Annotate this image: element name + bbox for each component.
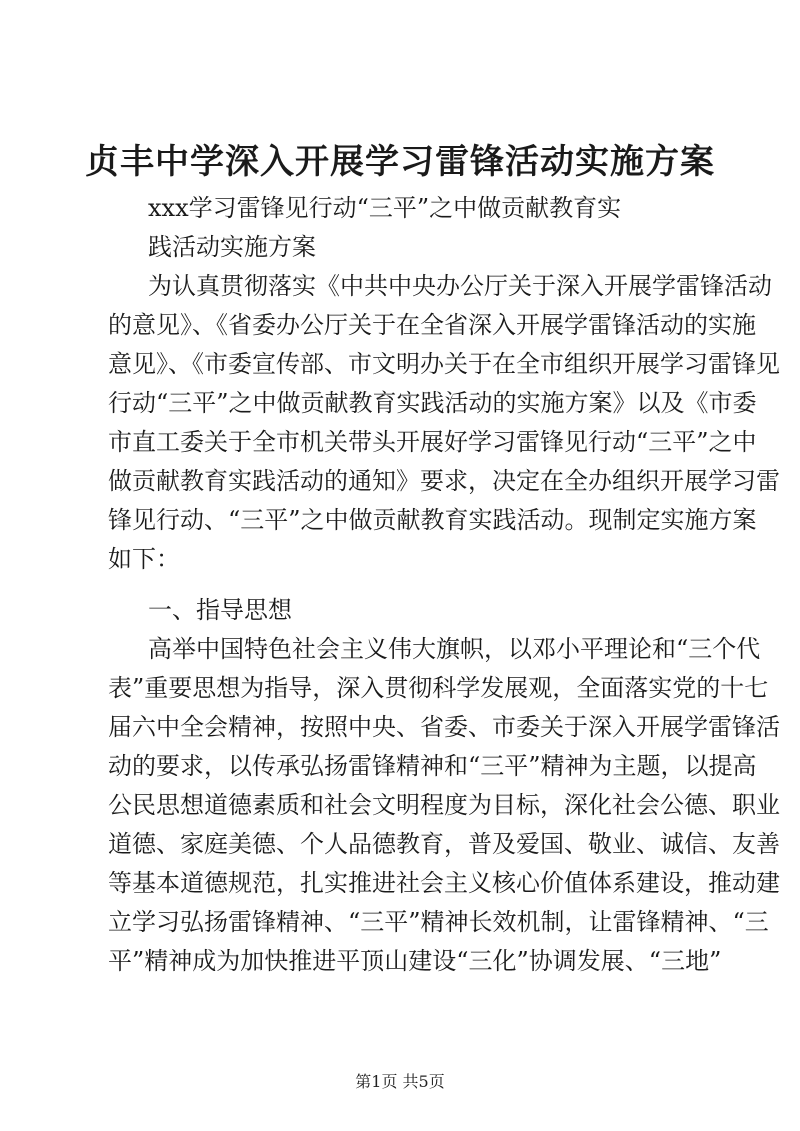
paragraph-line: 如下： <box>108 545 180 573</box>
paragraph-line: 意见》、《市委宣传部、市文明办关于在全市组织开展学习雷锋见 <box>108 350 780 378</box>
paragraph-line: 的意见》、《省委办公厅关于在全省深入开展学雷锋活动的实施 <box>108 311 756 339</box>
paragraph-line: 锋见行动、“三平”之中做贡献教育实践活动。现制定实施方案 <box>108 506 757 534</box>
paragraph-line: 动的要求，以传承弘扬雷锋精神和“三平”精神为主题，以提高 <box>108 752 757 780</box>
paragraph-line: 高举中国特色社会主义伟大旗帜，以邓小平理论和“三个代 <box>148 635 761 663</box>
subtitle-line-1: xxx学习雷锋见行动“三平”之中做贡献教育实 <box>148 194 622 222</box>
document-title: 贞丰中学深入开展学习雷锋活动实施方案 <box>85 142 715 182</box>
paragraph-line: 市直工委关于全市机关带头开展好学习雷锋见行动“三平”之中 <box>108 428 757 456</box>
section-heading: 一、指导思想 <box>148 596 292 624</box>
paragraph-line: 为认真贯彻落实《中共中央办公厅关于深入开展学雷锋活动 <box>148 272 772 300</box>
paragraph-line: 立学习弘扬雷锋精神、“三平”精神长效机制，让雷锋精神、“三 <box>108 908 769 936</box>
paragraph-line: 公民思想道德素质和社会文明程度为目标，深化社会公德、职业 <box>108 791 780 819</box>
paragraph-line: 届六中全会精神，按照中央、省委、市委关于深入开展学雷锋活 <box>108 713 780 741</box>
paragraph-line: 平”精神成为加快推进平顶山建设“三化”协调发展、“三地” <box>108 947 722 975</box>
page-indicator: 第1页 共5页 <box>355 1072 445 1091</box>
paragraph-line: 做贡献教育实践活动的通知》要求，决定在全办组织开展学习雷 <box>108 467 780 495</box>
paragraph-line: 道德、家庭美德、个人品德教育，普及爱国、敬业、诚信、友善 <box>108 830 780 858</box>
paragraph-line: 行动“三平”之中做贡献教育实践活动的实施方案》以及《市委 <box>108 389 757 417</box>
paragraph-line: 等基本道德规范，扎实推进社会主义核心价值体系建设，推动建 <box>108 869 780 897</box>
paragraph-line: 表”重要思想为指导，深入贯彻科学发展观，全面落实党的十七 <box>108 674 769 702</box>
subtitle-line-2: 践活动实施方案 <box>148 233 316 261</box>
